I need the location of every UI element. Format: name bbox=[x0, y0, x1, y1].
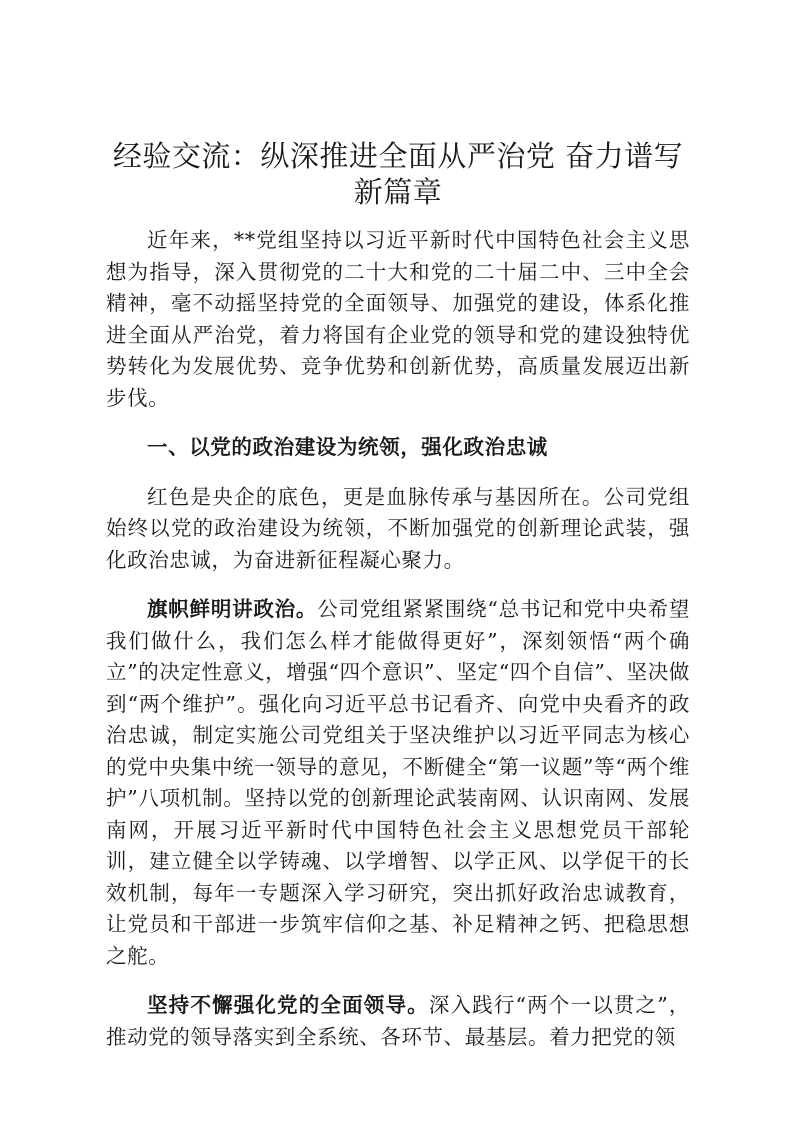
paragraph-political-lead: 旗帜鲜明讲政治。 bbox=[147, 597, 318, 621]
paragraph-political-body: 公司党组紧紧围绕“总书记和党中央希望我们做什么，我们怎么样才能做得更好”，深刻领悟“两个确立”的决定性意义，增强“四个意识”、坚定“四个自信”、坚决做到“两个维护”。强化向习近平总书记看齐、向党中央看齐的政治忠诚，制定实施公司党组关于坚决维护以习近平同志为核心的党中央集中统一领导的意见，不断健全“第一议题”等“两个维护”八项机制。坚持以党的创新理论武装南网、认识南网、发展南网，开展习近平新时代中国特色社会主义思想党员干部轮训，建立健全以学铸魂、以学增智、以学正风、以学促干的长效机制，每年一专题深入学习研究，突出抓好政治忠诚教育，让党员和干部进一步筑牢信仰之基、补足精神之钙、把稳思想之舵。 bbox=[106, 597, 690, 968]
document-page bbox=[106, 138, 690, 1053]
paragraph-leadership bbox=[106, 990, 690, 1053]
document-title bbox=[106, 138, 690, 210]
paragraph-political bbox=[106, 594, 690, 972]
title-line-2: 新篇章 bbox=[353, 175, 443, 209]
paragraph-leadership-lead: 坚持不懈强化党的全面领导。 bbox=[147, 993, 429, 1017]
paragraph-leadership-body: 深入践行“两个一以贯之”，推动党的领导落实到全系统、各环节、最基层。着力把党的领 bbox=[106, 993, 690, 1049]
section-1-intro-paragraph: 红色是央企的底色，更是血脉传承与基因所在。公司党组始终以党的政治建设为统领，不断加强党的创新理论武装，强化政治忠诚，为奋进新征程凝心聚力。 bbox=[106, 484, 690, 572]
title-line-1: 经验交流：纵深推进全面从严治党 奋力谱写 bbox=[112, 139, 684, 173]
intro-paragraph: 近年来，**党组坚持以习近平新时代中国特色社会主义思想为指导，深入贯彻党的二十大和党的二十届二中、三中全会精神，毫不动摇坚持党的全面领导、加强党的建设，体系化推进全面从严治党，着力将国有企业党的领导和党的建设独特优势转化为发展优势、竞争优势和创新优势，高质量发展迈出新步伐。 bbox=[106, 228, 690, 410]
section-heading-1: 一、以党的政治建设为统领，强化政治忠诚 bbox=[147, 435, 548, 459]
